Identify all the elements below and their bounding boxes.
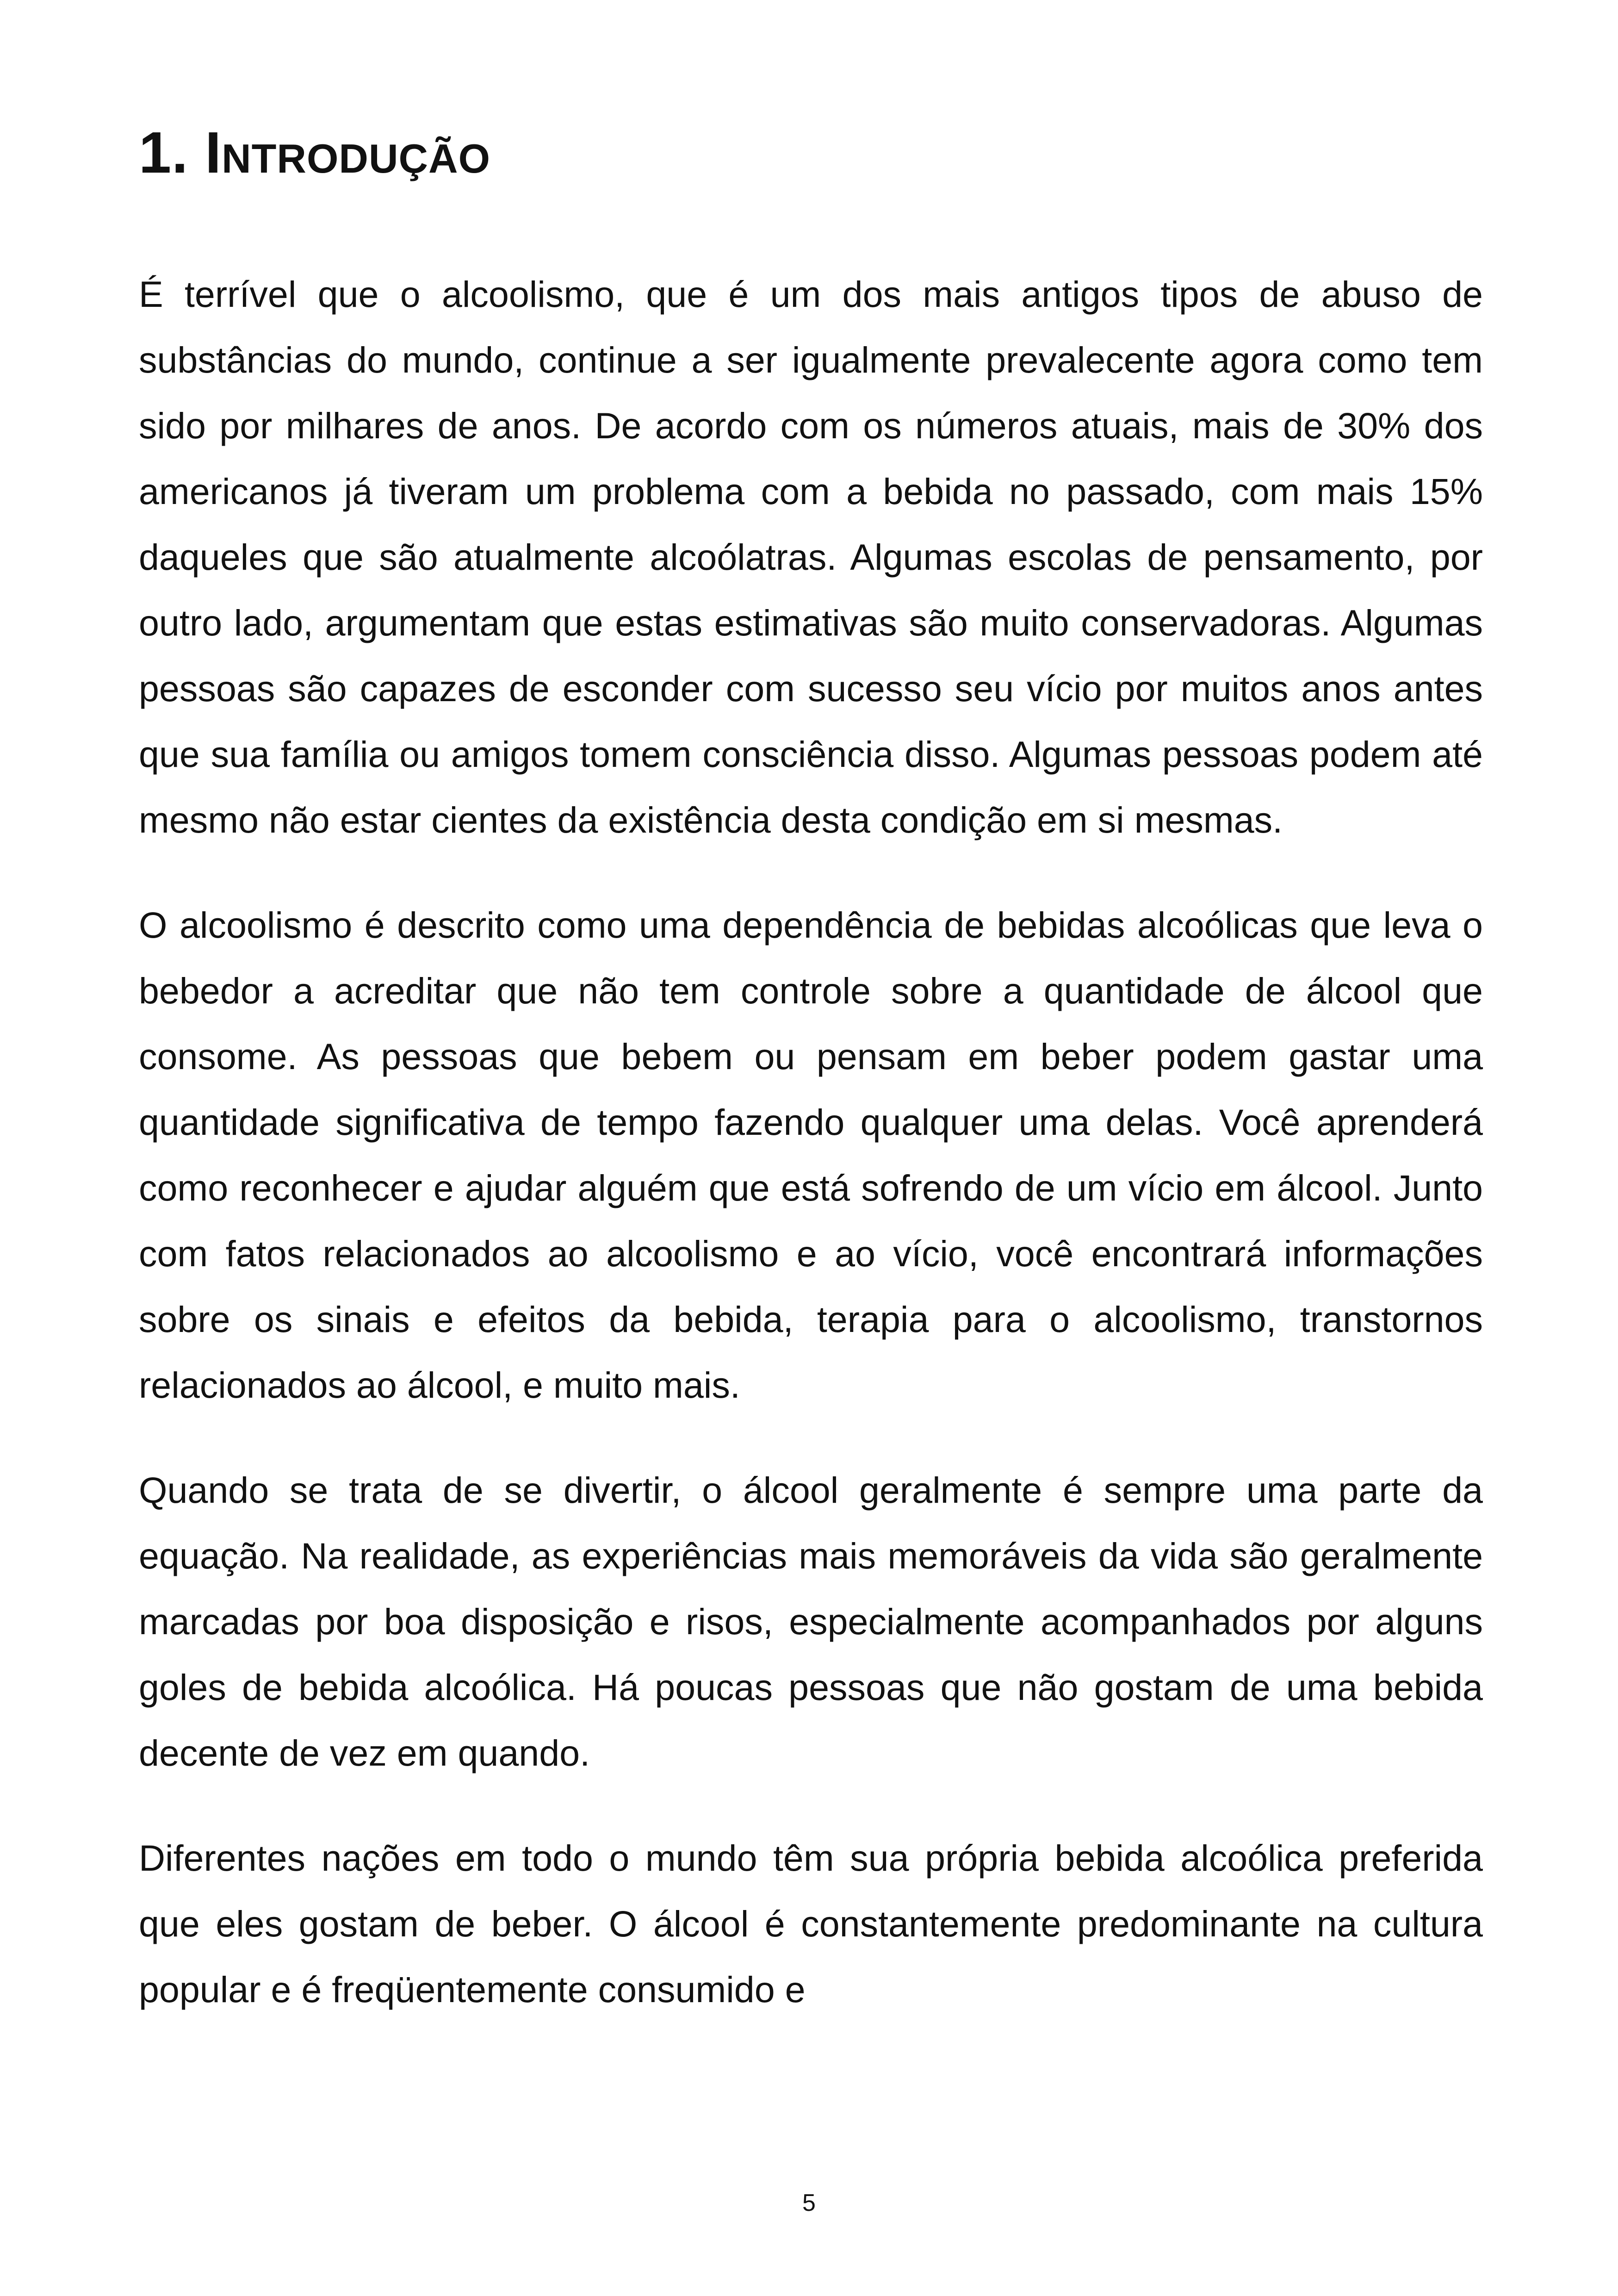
- page-content: [139, 118, 1483, 2062]
- paragraph: Diferentes nações em todo o mundo têm sua própria bebida alcoólica preferida que eles gostam de beber. O álcool é constantemente predominante na cultura popular e é freqüentemente consumido e: [139, 1837, 1483, 2010]
- page-number: 5: [802, 2190, 816, 2216]
- paragraph: É terrível que o alcoolismo, que é um dos mais antigos tipos de abuso de substâncias do mundo, continue a ser igualmente prevalecente agora como tem sido por milhares de anos. De acordo com os números atuais, mais de 30% dos americanos já tiveram um problema com a bebida no passado, com mais 15% daqueles que são atualmente alcoólatras. Algumas escolas de pensamento, por outro lado, argumentam que estas estimativas são muito conservadoras. Algumas pessoas são capazes de esconder com sucesso seu vício por muitos anos antes que sua família ou amigos tomem consciência disso. Algumas pessoas podem até mesmo não estar cientes da existência desta condição em si mesmas.: [139, 274, 1483, 840]
- paragraph: Quando se trata de se divertir, o álcool geralmente é sempre uma parte da equação. Na realidade, as experiências mais memoráveis da vida são geralmente marcadas por boa disposição e risos, especialmente acompanhados por alguns goles de bebida alcoólica. Há poucas pessoas que não gostam de uma bebida decente de vez em quando.: [139, 1469, 1483, 1773]
- chapter-title: 1. Introdução: [139, 120, 491, 185]
- paragraph: O alcoolismo é descrito como uma dependência de bebidas alcoólicas que leva o bebedor a acreditar que não tem controle sobre a quantidade de álcool que consome. As pessoas que bebem ou pensam em beber podem gastar uma quantidade significativa de tempo fazendo qualquer uma delas. Você aprenderá como reconhecer e ajudar alguém que está sofrendo de um vício em álcool. Junto com fatos relacionados ao alcoolismo e ao vício, você encontrará informações sobre os sinais e efeitos da bebida, terapia para o alcoolismo, transtornos relacionados ao álcool, e muito mais.: [139, 904, 1483, 1406]
